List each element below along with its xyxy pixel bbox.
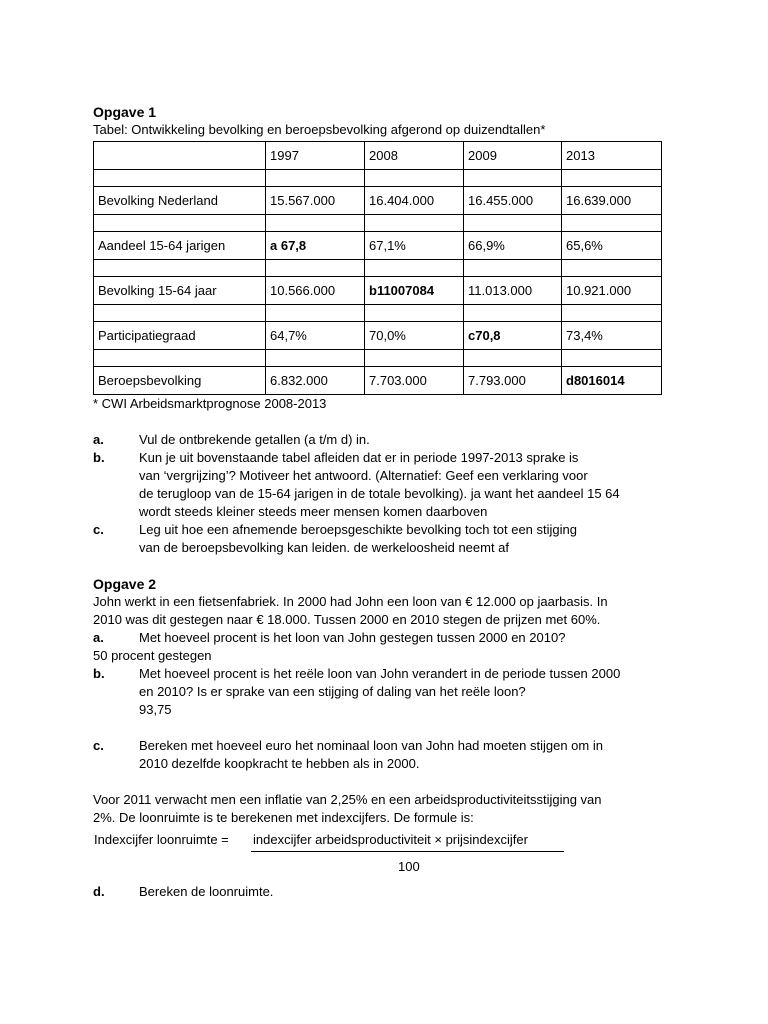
table-header-cell [94,142,266,170]
formula-denominator: 100 [398,859,420,874]
formula-numerator: indexcijfer arbeidsproductiviteit × prijsindexcijfer [253,832,528,847]
opgave2-intro-line: John werkt in een fietsenfabriek. In 2000 had John een loon van € 12.000 op jaarbasis. In [93,594,608,609]
table-spacer-row [94,215,662,232]
table-cell-answer: c70,8 [464,322,562,350]
question-line: 2010 dezelfde koopkracht te hebben als in 2000. [139,756,420,771]
table-cell: 70,0% [365,322,464,350]
question-line: Leg uit hoe een afnemende beroepsgeschikte bevolking toch tot een stijging [139,522,577,537]
table-cell: 16.404.000 [365,187,464,215]
question-label: c. [93,738,104,753]
table-cell: Participatiegraad [94,322,266,350]
question-text [139,449,673,521]
paragraph-line: Voor 2011 verwacht men een inflatie van 2,25% en een arbeidsproductiviteitsstijging van [93,792,602,807]
table-cell: 11.013.000 [464,277,562,305]
opgave2-intro-line: 2010 was dit gestegen naar € 18.000. Tussen 2000 en 2010 stegen de prijzen met 60%. [93,612,601,627]
table-cell: 73,4% [562,322,662,350]
question-line: Kun je uit bovenstaande tabel afleiden dat er in periode 1997-2013 sprake is [139,450,579,465]
question-text: Met hoeveel procent is het loon van John gestegen tussen 2000 en 2010? [139,630,566,645]
question-label: b. [93,450,105,465]
opgave2-title: Opgave 2 [93,576,157,592]
question-text [139,665,673,719]
table-footnote: * CWI Arbeidsmarktprognose 2008-2013 [93,396,327,411]
question-line: en 2010? Is er sprake van een stijging of daling van het reële loon? [139,684,526,699]
question-2a [93,629,673,647]
table-spacer-row [94,260,662,277]
question-line: Met hoeveel procent is het reële loon van John verandert in de periode tussen 2000 [139,666,621,681]
table-header-cell: 2009 [464,142,562,170]
question-1a [93,431,673,449]
question-2b [93,665,673,719]
table-cell: 7.703.000 [365,367,464,395]
table-spacer-row [94,305,662,322]
table-cell: Bevolking Nederland [94,187,266,215]
table-header-cell: 1997 [266,142,365,170]
question-text: Bereken de loonruimte. [139,884,274,899]
fraction-bar [251,851,564,852]
question-line: Bereken met hoeveel euro het nominaal loon van John had moeten stijgen om in [139,738,603,753]
question-line: van de beroepsbevolking kan leiden. de werkeloosheid neemt af [139,540,510,555]
document-page [93,103,673,901]
question-label: c. [93,522,104,537]
opgave1-title: Opgave 1 [93,104,157,120]
paragraph-line: 2%. De loonruimte is te berekenen met indexcijfers. De formule is: [93,810,474,825]
table-row [94,367,662,395]
table-row [94,322,662,350]
question-2c [93,737,673,773]
table-cell: 66,9% [464,232,562,260]
question-text: Vul de ontbrekende getallen (a t/m d) in. [139,432,370,447]
table-cell: 15.567.000 [266,187,365,215]
table-row [94,232,662,260]
table-cell: 10.566.000 [266,277,365,305]
table-spacer-row [94,350,662,367]
table-cell-answer: d8016014 [562,367,662,395]
question-label: a. [93,432,104,447]
table-cell: 6.832.000 [266,367,365,395]
question-line: van ‘vergrijzing’? Motiveer het antwoord. (Alternatief: Geef een verklaring voor [139,468,588,483]
table-cell-answer: a 67,8 [266,232,365,260]
table-spacer-row [94,170,662,187]
question-2d [93,883,673,901]
table-caption: Tabel: Ontwikkeling bevolking en beroepsbevolking afgerond op duizendtallen* [93,122,546,137]
answer-2b: 93,75 [139,702,172,717]
table-header-cell: 2008 [365,142,464,170]
table-cell: 10.921.000 [562,277,662,305]
question-line: wordt steeds kleiner steeds meer mensen komen daarboven [139,504,488,519]
table-header-cell: 2013 [562,142,662,170]
table-cell: Aandeel 15-64 jarigen [94,232,266,260]
table-row [94,187,662,215]
question-label: a. [93,630,104,645]
table-cell: 7.793.000 [464,367,562,395]
question-label: b. [93,666,105,681]
question-text [139,521,673,557]
table-cell: 65,6% [562,232,662,260]
table-header-row [94,142,662,170]
table-cell: 67,1% [365,232,464,260]
question-1b [93,449,673,521]
formula-left: Indexcijfer loonruimte = [94,832,229,847]
question-line: de terugloop van de 15-64 jarigen in de totale bevolking). ja want het aandeel 15 64 [139,486,620,501]
question-1c [93,521,673,557]
table-cell-answer: b11007084 [365,277,464,305]
formula-loonruimte [93,827,673,883]
table-row [94,277,662,305]
question-text [139,737,673,773]
table-cell: Beroepsbevolking [94,367,266,395]
question-label: d. [93,884,105,899]
population-table [93,141,662,395]
table-cell: 16.639.000 [562,187,662,215]
table-cell: 64,7% [266,322,365,350]
answer-2a: 50 procent gestegen [93,648,212,663]
table-cell: Bevolking 15-64 jaar [94,277,266,305]
table-cell: 16.455.000 [464,187,562,215]
